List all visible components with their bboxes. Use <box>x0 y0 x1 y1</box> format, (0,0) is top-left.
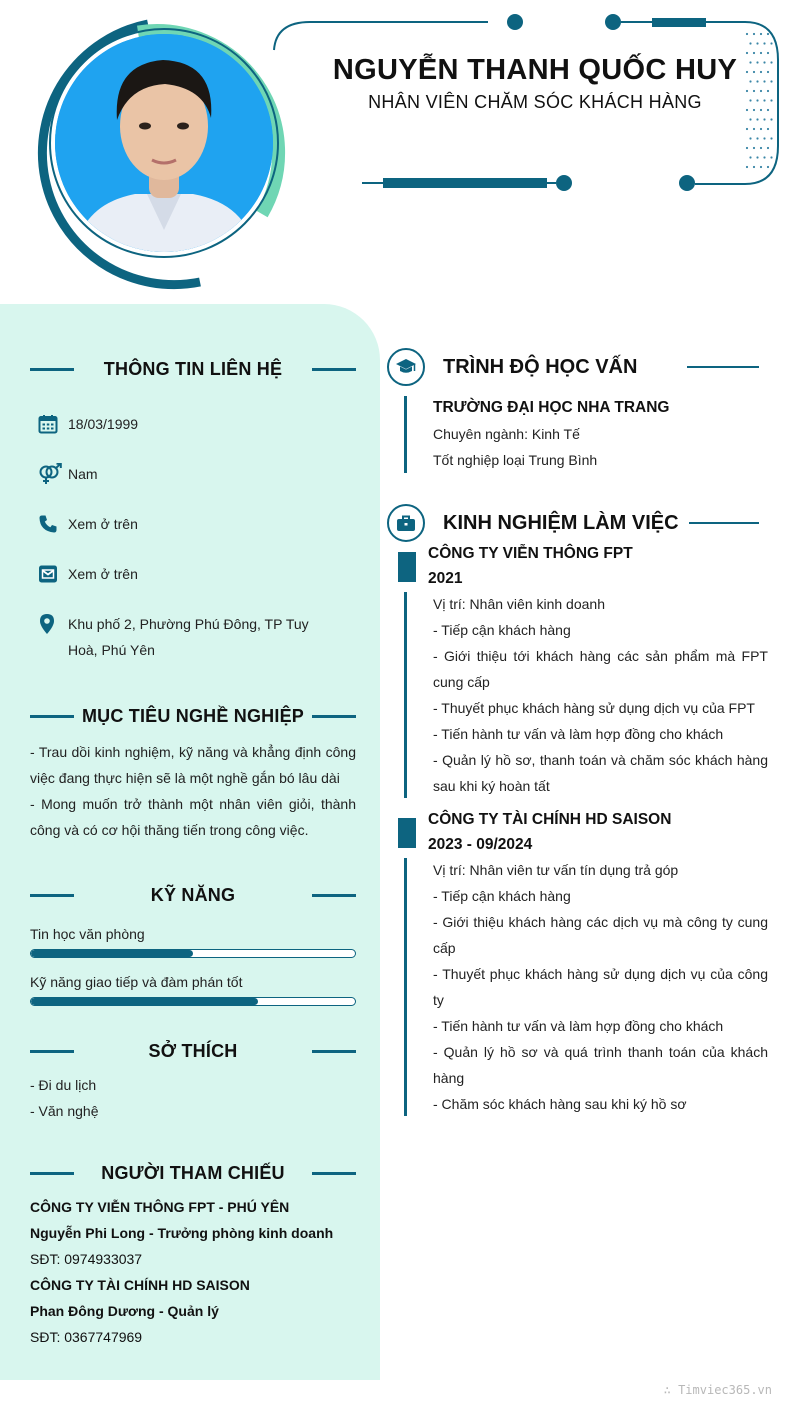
job-line: - Quản lý hồ sơ, thanh toán và chăm sóc khách hàng sau khi ký hoàn tất <box>433 752 768 794</box>
reference-person: Nguyễn Phi Long - Trưởng phòng kinh doanh <box>30 1225 334 1241</box>
pattern-dot <box>770 42 772 44</box>
header-bottom-bar <box>383 178 547 188</box>
gender-text: Nam <box>68 466 98 482</box>
hobbies-section-heading <box>30 1036 356 1066</box>
pattern-dot <box>760 33 762 35</box>
job-timeline-bar <box>404 592 407 798</box>
heading-line <box>30 1172 74 1175</box>
pattern-dot <box>746 147 748 149</box>
heading-line <box>312 1172 356 1175</box>
reference-company: CÔNG TY TÀI CHÍNH HD SAISON <box>30 1277 250 1293</box>
references-title: NGƯỜI THAM CHIẾU <box>101 1162 285 1183</box>
pattern-dot <box>767 166 769 168</box>
education-title: TRÌNH ĐỘ HỌC VẤN <box>443 355 638 378</box>
pattern-dot <box>770 118 772 120</box>
pattern-dot <box>756 137 758 139</box>
pattern-dot <box>753 147 755 149</box>
calendar-icon <box>38 411 68 437</box>
heading-line <box>312 894 356 897</box>
job-line: - Giới thiệu tới khách hàng các sản phẩm mà FPT cung cấp <box>433 648 768 690</box>
pattern-dot <box>767 128 769 130</box>
heading-line <box>30 1050 74 1053</box>
skill-level-fill <box>31 950 193 957</box>
contact-phone <box>38 511 338 537</box>
avatar <box>55 34 273 252</box>
contact-address <box>38 611 338 663</box>
job-line: - Tiến hành tư vấn và làm hợp đồng cho khách <box>433 1018 724 1034</box>
job-period: 2021 <box>428 570 463 587</box>
candidate-name: NGUYỄN THANH QUỐC HUY <box>332 54 738 86</box>
pattern-dot <box>746 33 748 35</box>
pattern-dot <box>767 33 769 35</box>
job-marker <box>398 552 416 582</box>
objective-title: MỤC TIÊU NGHỀ NGHIỆP <box>81 705 304 726</box>
job-line: Vị trí: Nhân viên kinh doanh <box>433 596 605 612</box>
heading-line <box>689 522 759 524</box>
pattern-dot <box>756 118 758 120</box>
education-section-heading <box>387 347 759 387</box>
education-timeline-bar <box>404 396 407 473</box>
graduation-cap-icon <box>387 348 425 386</box>
job-marker <box>398 818 416 848</box>
pattern-dot <box>749 42 751 44</box>
experience-title: KINH NGHIỆM LÀM VIỆC <box>443 511 679 534</box>
header-dot <box>679 175 695 191</box>
reference-phone: SĐT: 0367747969 <box>30 1329 143 1345</box>
header-dot <box>605 14 621 30</box>
hobbies-list <box>30 1072 356 1124</box>
pattern-dot <box>756 42 758 44</box>
contact-gender <box>38 461 338 487</box>
pattern-dot <box>749 118 751 120</box>
pattern-dot <box>753 166 755 168</box>
phone-icon <box>38 511 68 537</box>
grade-text: Tốt nghiệp loại Trung Bình <box>433 452 598 468</box>
skills-title: KỸ NĂNG <box>150 884 236 905</box>
heading-line <box>687 366 759 368</box>
job-line: Vị trí: Nhân viên tư vấn tín dụng trả góp <box>433 862 679 878</box>
job-description <box>433 591 768 799</box>
school-name: TRƯỜNG ĐẠI HỌC NHA TRANG <box>433 399 670 416</box>
location-icon <box>38 611 68 637</box>
pattern-dot <box>753 33 755 35</box>
pattern-dot <box>756 156 758 158</box>
hobby-item: - Văn nghệ <box>30 1103 99 1119</box>
job-line: - Chăm sóc khách hàng sau khi ký hồ sơ <box>433 1096 687 1112</box>
profile-photo <box>55 34 273 252</box>
objective-text <box>30 739 356 843</box>
email-text: Xem ở trên <box>68 566 138 582</box>
pattern-dot <box>760 147 762 149</box>
pattern-dot <box>746 128 748 130</box>
job-line: - Tiếp cận khách hàng <box>433 888 571 904</box>
contact-email <box>38 561 338 587</box>
gender-icon <box>38 461 68 487</box>
job-company: CÔNG TY VIỄN THÔNG FPT <box>428 545 633 562</box>
skill-bar <box>30 949 356 958</box>
job-title: NHÂN VIÊN CHĂM SÓC KHÁCH HÀNG <box>368 92 702 112</box>
job-line: - Tiếp cận khách hàng <box>433 622 571 638</box>
cv-header <box>0 0 800 300</box>
briefcase-icon <box>387 504 425 542</box>
heading-line <box>312 715 356 718</box>
skill-bar <box>30 997 356 1006</box>
job-description <box>433 857 768 1117</box>
header-dot <box>507 14 523 30</box>
reference-person: Phan Đông Dương - Quản lý <box>30 1303 219 1319</box>
job-line: - Tiến hành tư vấn và làm hợp đồng cho khách <box>433 726 724 742</box>
pattern-dot <box>770 137 772 139</box>
skill-label: Tin học văn phòng <box>30 926 145 942</box>
experience-section-heading <box>387 503 759 543</box>
objective-line: - Trau dồi kinh nghiệm, kỹ năng và khẳng định công việc đang thực hiện sẽ là một nghề gắn bó lâu dài <box>30 744 356 786</box>
contact-birthday <box>38 411 338 437</box>
pattern-dot <box>746 166 748 168</box>
header-dot <box>556 175 572 191</box>
job-line: - Giới thiệu khách hàng các dịch vụ mà công ty cung cấp <box>433 914 768 956</box>
email-icon <box>38 561 68 587</box>
pattern-dot <box>753 128 755 130</box>
contact-title: THÔNG TIN LIÊN HỆ <box>103 358 283 379</box>
pattern-dot <box>770 156 772 158</box>
pattern-dot <box>763 118 765 120</box>
pattern-dot <box>749 137 751 139</box>
heading-line <box>30 715 74 718</box>
pattern-dot <box>760 166 762 168</box>
birthday-text: 18/03/1999 <box>68 416 139 432</box>
heading-line <box>30 894 74 897</box>
skill-label: Kỹ năng giao tiếp và đàm phán tốt <box>30 974 243 990</box>
reference-company: CÔNG TY VIỄN THÔNG FPT - PHÚ YÊN <box>30 1199 290 1215</box>
pattern-dot <box>760 128 762 130</box>
objective-section-heading <box>30 701 356 731</box>
heading-line <box>312 368 356 371</box>
pattern-dot <box>767 147 769 149</box>
references-section-heading <box>30 1158 356 1188</box>
objective-line: - Mong muốn trở thành một nhân viên giỏi, thành công và có cơ hội thăng tiến trong công việc. <box>30 796 356 838</box>
header-bar <box>652 18 706 27</box>
job-period: 2023 - 09/2024 <box>428 836 533 853</box>
job-line: - Thuyết phục khách hàng sử dụng dịch vụ của FPT <box>433 700 755 716</box>
address-text: Khu phố 2, Phường Phú Đông, TP Tuy Hoà, Phú Yên <box>68 616 309 658</box>
pattern-dot <box>763 137 765 139</box>
phone-text: Xem ở trên <box>68 516 138 532</box>
header-top-line <box>274 22 488 50</box>
pattern-dot <box>763 42 765 44</box>
watermark: ∴ Timviec365.vn <box>663 1383 772 1397</box>
job-timeline-bar <box>404 858 407 1116</box>
pattern-dot <box>763 156 765 158</box>
major-text: Chuyên ngành: Kinh Tế <box>433 426 580 442</box>
skill-level-fill <box>31 998 258 1005</box>
job-line: - Quản lý hồ sơ và quá trình thanh toán của khách hàng <box>433 1044 768 1086</box>
contact-section-heading <box>30 354 356 384</box>
heading-line <box>30 368 74 371</box>
job-company: CÔNG TY TÀI CHÍNH HD SAISON <box>428 811 672 828</box>
hobbies-title: SỞ THÍCH <box>148 1040 238 1061</box>
skills-section-heading <box>30 880 356 910</box>
pattern-dot <box>749 156 751 158</box>
reference-phone: SĐT: 0974933037 <box>30 1251 143 1267</box>
hobby-item: - Đi du lịch <box>30 1077 97 1093</box>
heading-line <box>312 1050 356 1053</box>
job-line: - Thuyết phục khách hàng sử dụng dịch vụ của công ty <box>433 966 768 1008</box>
